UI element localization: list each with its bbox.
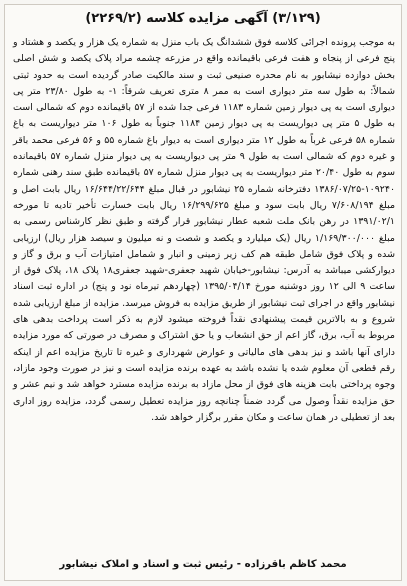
notice-signature: محمد کاظم باقرزاده - رئیس ثبت و اسناد و املاک نیشابور [59, 559, 347, 570]
auction-notice [4, 4, 402, 581]
notice-body: به موجب پرونده اجرائی کلاسه فوق ششدانگ یک باب منزل به شماره یک هزار و یکصد و هشتاد و پنج فرعی از پنجاه و هفت فرعی باقیمانده واقع در مزرعه چشمه مراد پلاک یکصد و شش اصلی بخش دوازده نیشابور به نام محدره صنیعی ثبت و سند مالکیت صادر گردیده است به حدود ثبتی شمالاً: به طول سه متر دیواری است به ممر ۸ متری تعریف شرقاً: ۱- به طول ۲۳/۸۰ متر پی دیواری است به پی دیوار زمین شماره ۱۱۸۳ فرعی جدا شده از ۵۷ باقیمانده دوم که شمالی است به طول ۵ متر پی دیواریست به پی دیوار زمین ۱۱۸۴ جنوباً به طول ۱۰۶ متر دیواریست به باغ شماره ۵۸ فرعی غرباً به طول ۱۲ متر دیواری است به دیوار باغ شماره ۵۵ و ۵۶ فرعی محمد باقر و غیره دوم که شمالی است به طول ۹ متر پی دیواریست به پی دیوار منزل شماره ۵۷ باقیمانده سوم به طول ۲۰/۴۰ متر دیواریست به پی دیوار منزل شماره ۵۷ باقیمانده طبق سند رهنی شماره ۱۰۹۲۴۰-۱۳۸۶/۰۷/۲۵ دفترخانه شماره ۲۵ نیشابور در قبال مبلغ ۱۶/۶۴۴/۲۲/۶۴۴ ریال بابت اصل و مبلغ ۷/۶۰۸/۱۹۴ ریال بابت سود و مبلغ ۱۶/۲۹۹/۶۲۵ ریال بابت خسارت تأخیر تادیه تا مورخه ۱۳۹۱/۰۲/۱ در رهن بانک ملت شعبه عطار نیشابور قرار گرفته و طبق نظر کارشناس رسمی به مبلغ ۱/۱۶۹/۳۰۰/۰۰۰ ریال (یک میلیارد و یکصد و شصت و نه میلیون و سیصد هزار ریال) ارزیابی شده و پلاک فوق شامل طبقه هم کف زیر زمینی و انبار و شمامل امتیازات آب و برق و گاز و دیوارکشی میباشد به آدرس: نیشابور-خیابان شهید جعفری-شهید جعفری۱۸ پلاک ۱۸، پلاک فوق از ساعت ۹ الی ۱۲ روز دوشنبه مورخ ۱۳۹۵/۰۴/۱۴ (چهاردهم تیرماه نود و پنج) در اداره ثبت اسناد نیشابور واقع در اجرای ثبت نیشابور از طریق مزایده به فروش میرسد. مزایده از مبلغ ارزیابی شده شروع و به بالاترین قیمت پیشنهادی نقداً فروخته میشود لازم به ذکر است پرداخت بدهی های مربوط به آب، برق، گاز اعم از حق انشعاب و یا حق اشتراک و مصرف در صورتی که مورد مزایده دارای آنها باشد و نیز بدهی های مالیاتی و عوارض شهرداری و غیره تا تاریخ مزایده اعم از اینکه رقم قطعی آن معلوم شده یا نشده باشد به عهده برنده مزایده است و نیز در صورت وجود مازاد، وجوه پرداختی بابت هزینه های فوق از محل مازاد به برنده مزایده مسترد خواهد شد و نیم عشر و حق مزایده نقداً وصول می گردد ضمناً چنانچه روز مزایده تعطیل رسمی گردد، مزایده روز اداری بعد از تعطیلی در همان ساعت و مکان مقرر برگزار خواهد شد. [13, 37, 396, 423]
notice-title: (۳/۱۲۹) آگهی مزایده کلاسه (۲۲۶۹/۲) [85, 11, 321, 26]
